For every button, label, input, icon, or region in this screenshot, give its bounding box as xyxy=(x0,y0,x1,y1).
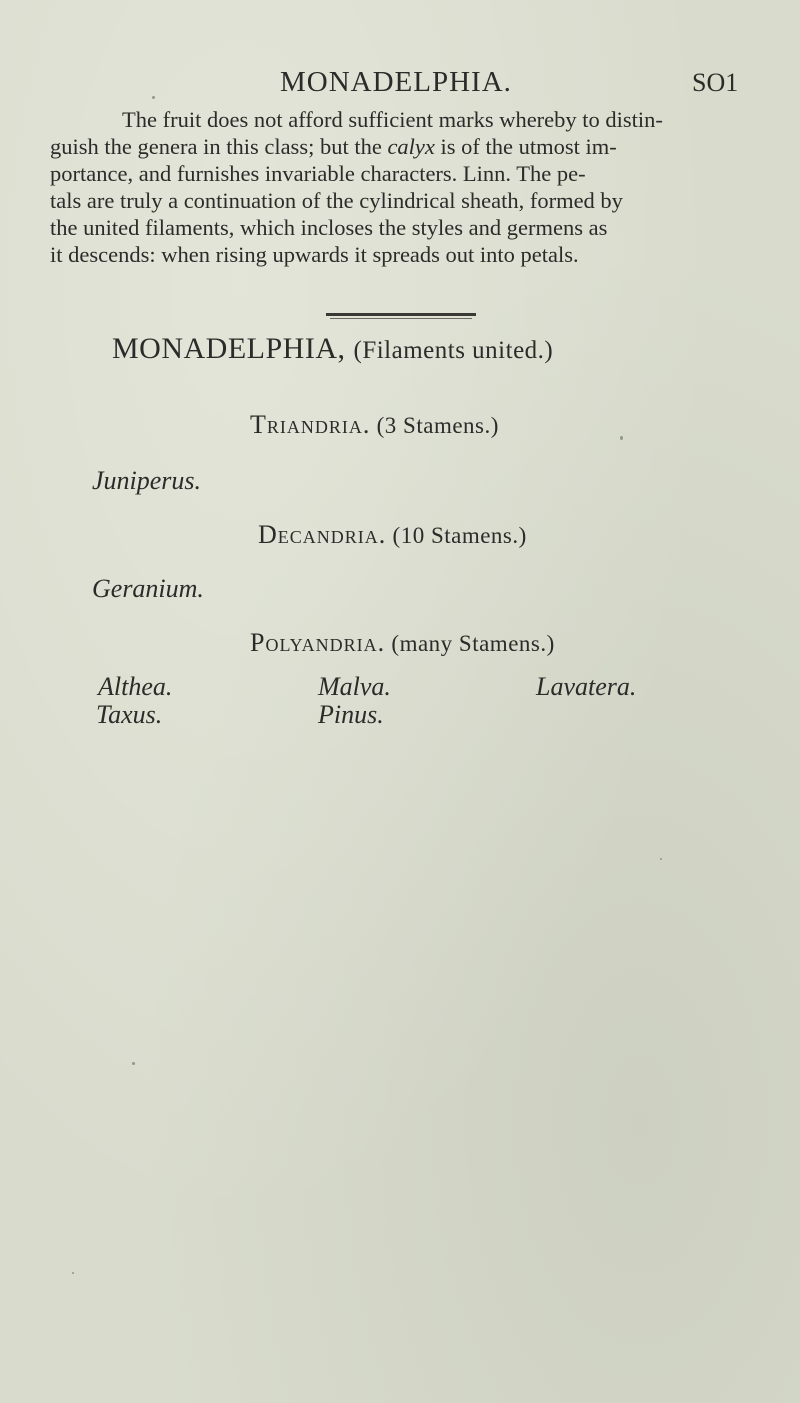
paper-speck xyxy=(152,96,155,99)
genus-taxus: Taxus. xyxy=(96,700,163,729)
class-heading xyxy=(112,332,553,366)
running-title: MONADELPHIA. xyxy=(280,66,512,98)
paragraph-line: the united filaments, which incloses the styles and germens as xyxy=(50,215,608,240)
order-heading-polyandria xyxy=(250,628,555,658)
genus-pinus: Pinus. xyxy=(318,700,384,729)
class-name: MONADELPHIA, xyxy=(112,332,346,365)
order-description: (10 Stamens.) xyxy=(392,523,527,548)
genus-althea: Althea. xyxy=(98,672,173,701)
paper-speck xyxy=(660,858,662,860)
order-heading-decandria xyxy=(258,520,527,550)
order-heading-triandria xyxy=(250,410,499,440)
body-paragraph xyxy=(50,106,750,268)
genus-geranium: Geranium. xyxy=(92,574,204,603)
order-name: Polyandria. xyxy=(250,628,386,657)
paragraph-line: it descends: when rising upwards it spreads out into petals. xyxy=(50,242,579,267)
running-head xyxy=(0,66,800,106)
paper-speck xyxy=(620,436,623,440)
paragraph-line: guish the genera in this class; but the calyx is of the utmost im- xyxy=(50,134,617,159)
paragraph-line: tals are truly a continuation of the cylindrical sheath, formed by xyxy=(50,188,623,213)
order-name: Decandria. xyxy=(258,520,387,549)
genus-malva: Malva. xyxy=(318,672,391,701)
italic-word: calyx xyxy=(387,134,435,159)
order-name: Triandria. xyxy=(250,410,371,439)
paper-speck xyxy=(72,1272,74,1274)
genus-juniperus: Juniperus. xyxy=(92,466,202,495)
paragraph-line: portance, and furnishes invariable characters. Linn. The pe- xyxy=(50,161,586,186)
section-divider xyxy=(326,313,476,319)
paragraph-line: The fruit does not afford sufficient marks whereby to distin- xyxy=(122,107,663,132)
page-number: SO1 xyxy=(692,68,739,97)
paper-speck xyxy=(132,1062,135,1065)
class-description: (Filaments united.) xyxy=(353,337,554,364)
order-description: (3 Stamens.) xyxy=(376,413,499,438)
genus-lavatera: Lavatera. xyxy=(536,672,637,701)
order-description: (many Stamens.) xyxy=(391,631,555,656)
